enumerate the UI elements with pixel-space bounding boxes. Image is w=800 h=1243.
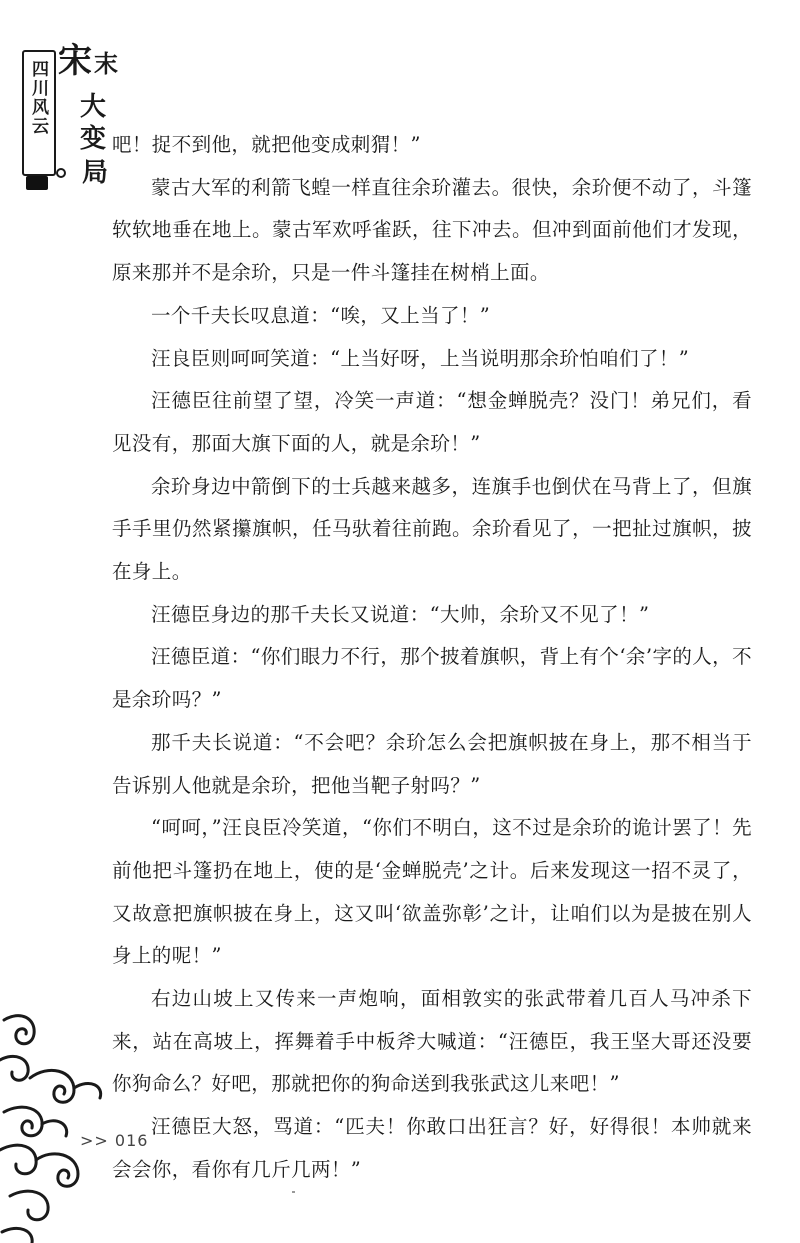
seal-mark (26, 176, 48, 190)
print-speck (292, 1191, 295, 1193)
paragraph: 汪良臣则呵呵笑道：“上当好呀，上当说明那余玠怕咱们了！” (151, 346, 690, 370)
paragraph: 汪德臣身边的那千夫长又说道：“大帅，余玠又不见了！” (151, 602, 650, 626)
paragraph: 余玠身边中箭倒下的士兵越来越多，连旗手也倒伏在马背上了，但旗手手里仍然紧攥旗帜，任马驮着往前跑。余玠看见了，一把扯过旗帜，披在身上。 (112, 474, 752, 584)
cloud-ornament-icon (0, 1000, 140, 1243)
book-title-char: 变 (80, 124, 107, 154)
paragraph: 蒙古大军的利箭飞蝗一样直往余玠灌去。很快，余玠便不动了，斗篷软软地垂在地上。蒙古军欢呼雀跃，往下冲去。但冲到面前他们才发现，原来那并不是余玠，只是一件斗篷挂在树梢上面。 (112, 175, 752, 285)
paragraph: 那千夫长说道：“不会吧？余玠怎么会把旗帜披在身上，那不相当于告诉别人他就是余玠，把他当靶子射吗？” (112, 730, 752, 797)
paragraph: 吧！捉不到他，就把他变成刺猬！” (112, 133, 421, 156)
paragraph: 汪德臣大怒，骂道：“匹夫！你敢口出狂言？好，好得很！本帅就来会会你，看你有几斤几两！” (112, 1115, 752, 1181)
page-number: >> 016 (80, 1131, 149, 1150)
paragraph: “呵呵，”汪良臣冷笑道，“你们不明白，这不过是余玠的诡计罢了！先前他把斗篷扔在地上，使的是‘金蝉脱壳’之计。后来发现这一招不灵了，又故意把旗帜披在身上，这又叫‘欲盖弥彰’之计，让咱们以为是披在别人身上的呢！” (112, 816, 752, 968)
book-title-char: 大 (80, 92, 107, 122)
paragraph: 汪德臣道：“你们眼力不行，那个披着旗帜，背上有个‘余’字的人，不是余玠吗？” (112, 645, 752, 712)
book-title-char: 末 (94, 49, 118, 78)
book-title-char: 局 (82, 158, 109, 188)
book-title-char: 宋 (58, 41, 92, 81)
series-label: 四川风云 (28, 60, 48, 136)
paragraph: 一个千夫长叹息道：“唉，又上当了！” (151, 303, 491, 327)
title-dot-mark (56, 168, 66, 178)
series-label-box (22, 50, 56, 176)
body-text (112, 124, 752, 1192)
paragraph: 右边山坡上又传来一声炮响，面相敦实的张武带着几百人马冲杀下来，站在高坡上，挥舞着手中板斧大喊道：“汪德臣，我王坚大哥还没要你狗命么？好吧，那就把你的狗命送到我张武这儿来吧！” (112, 987, 752, 1096)
paragraph: 汪德臣往前望了望，冷笑一声道：“想金蝉脱壳？没门！弟兄们，看见没有，那面大旗下面的人，就是余玠！” (112, 389, 752, 455)
